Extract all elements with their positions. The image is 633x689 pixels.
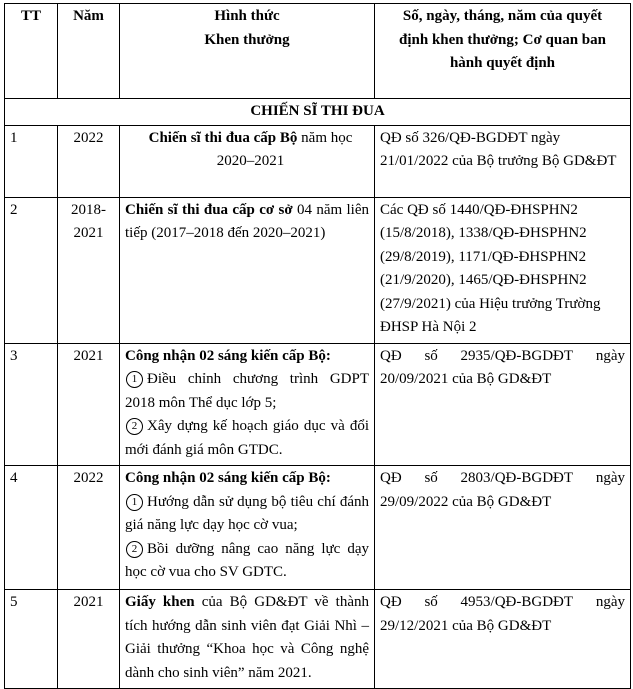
row-decision: Các QĐ số 1440/QĐ-ĐHSPHN2 (15/8/2018), 1338/QĐ-ĐHSPHN2 (29/8/2019), 1171/QĐ-ĐHSPHN2 (21/9/2020), 1465/QĐ-ĐHSPHN2 (27/9/2021) của Hiệu trưởng Trường ĐHSP Hà Nội 2: [375, 197, 631, 343]
row-tt: 1: [5, 125, 58, 197]
table-row: [5, 590, 631, 689]
row-form: Giấy khen của Bộ GD&ĐT về thành tích hướng dẫn sinh viên đạt Giải Nhì – Giải thưởng “Khoa học và Công nghệ dành cho sinh viên” năm 2021.: [120, 590, 375, 689]
section-row: [5, 99, 631, 126]
row-year: 2022: [58, 466, 120, 590]
row-decision: QĐ số 326/QĐ-BGDĐT ngày 21/01/2022 của Bộ trưởng Bộ GD&ĐT: [375, 125, 631, 197]
circled-number-icon: 2: [126, 541, 143, 558]
row-form: Công nhận 02 sáng kiến cấp Bộ: 1 Hướng dẫn sử dụng bộ tiêu chí đánh giá năng lực dạy học cờ vua; 2 Bồi dưỡng nâng cao năng lực dạy học cờ vua cho SV GDTC.: [120, 466, 375, 590]
table-row: [5, 343, 631, 466]
header-form: Hình thức Khen thưởng: [120, 4, 375, 99]
row-year: 2021: [58, 590, 120, 689]
row-year: 2021: [58, 343, 120, 466]
row-decision: QĐ số 2803/QĐ-BGDĐT ngày 29/09/2022 của Bộ GD&ĐT: [375, 466, 631, 590]
header-year: Năm: [58, 4, 120, 99]
row-year: 2022: [58, 125, 120, 197]
row-tt: 3: [5, 343, 58, 466]
circled-number-icon: 1: [126, 494, 143, 511]
row-tt: 4: [5, 466, 58, 590]
circled-number-icon: 1: [126, 371, 143, 388]
row-year: 2018- 2021: [58, 197, 120, 343]
table-row: [5, 197, 631, 343]
row-decision: QĐ số 2935/QĐ-BGDĐT ngày 20/09/2021 của Bộ GD&ĐT: [375, 343, 631, 466]
circled-number-icon: 2: [126, 418, 143, 435]
row-tt: 5: [5, 590, 58, 689]
row-form: Công nhận 02 sáng kiến cấp Bộ: 1 Điều chỉnh chương trình GDPT 2018 môn Thể dục lớp 5; 2 Xây dựng kế hoạch giáo dục và đổi mới đánh giá môn GTDC.: [120, 343, 375, 466]
table-row: [5, 466, 631, 590]
header-decision: Số, ngày, tháng, năm của quyết định khen thưởng; Cơ quan ban hành quyết định: [375, 4, 631, 99]
row-decision: QĐ số 4953/QĐ-BGDĐT ngày 29/12/2021 của Bộ GD&ĐT: [375, 590, 631, 689]
row-tt: 2: [5, 197, 58, 343]
section-title: CHIẾN SĨ THI ĐUA: [5, 99, 631, 126]
header-tt: TT: [5, 4, 58, 99]
table-row: [5, 125, 631, 197]
awards-table: [4, 3, 631, 689]
header-row: [5, 4, 631, 99]
row-form: Chiến sĩ thi đua cấp cơ sở 04 năm liên tiếp (2017–2018 đến 2020–2021): [120, 197, 375, 343]
row-form: Chiến sĩ thi đua cấp Bộ năm học 2020–2021: [120, 125, 375, 197]
